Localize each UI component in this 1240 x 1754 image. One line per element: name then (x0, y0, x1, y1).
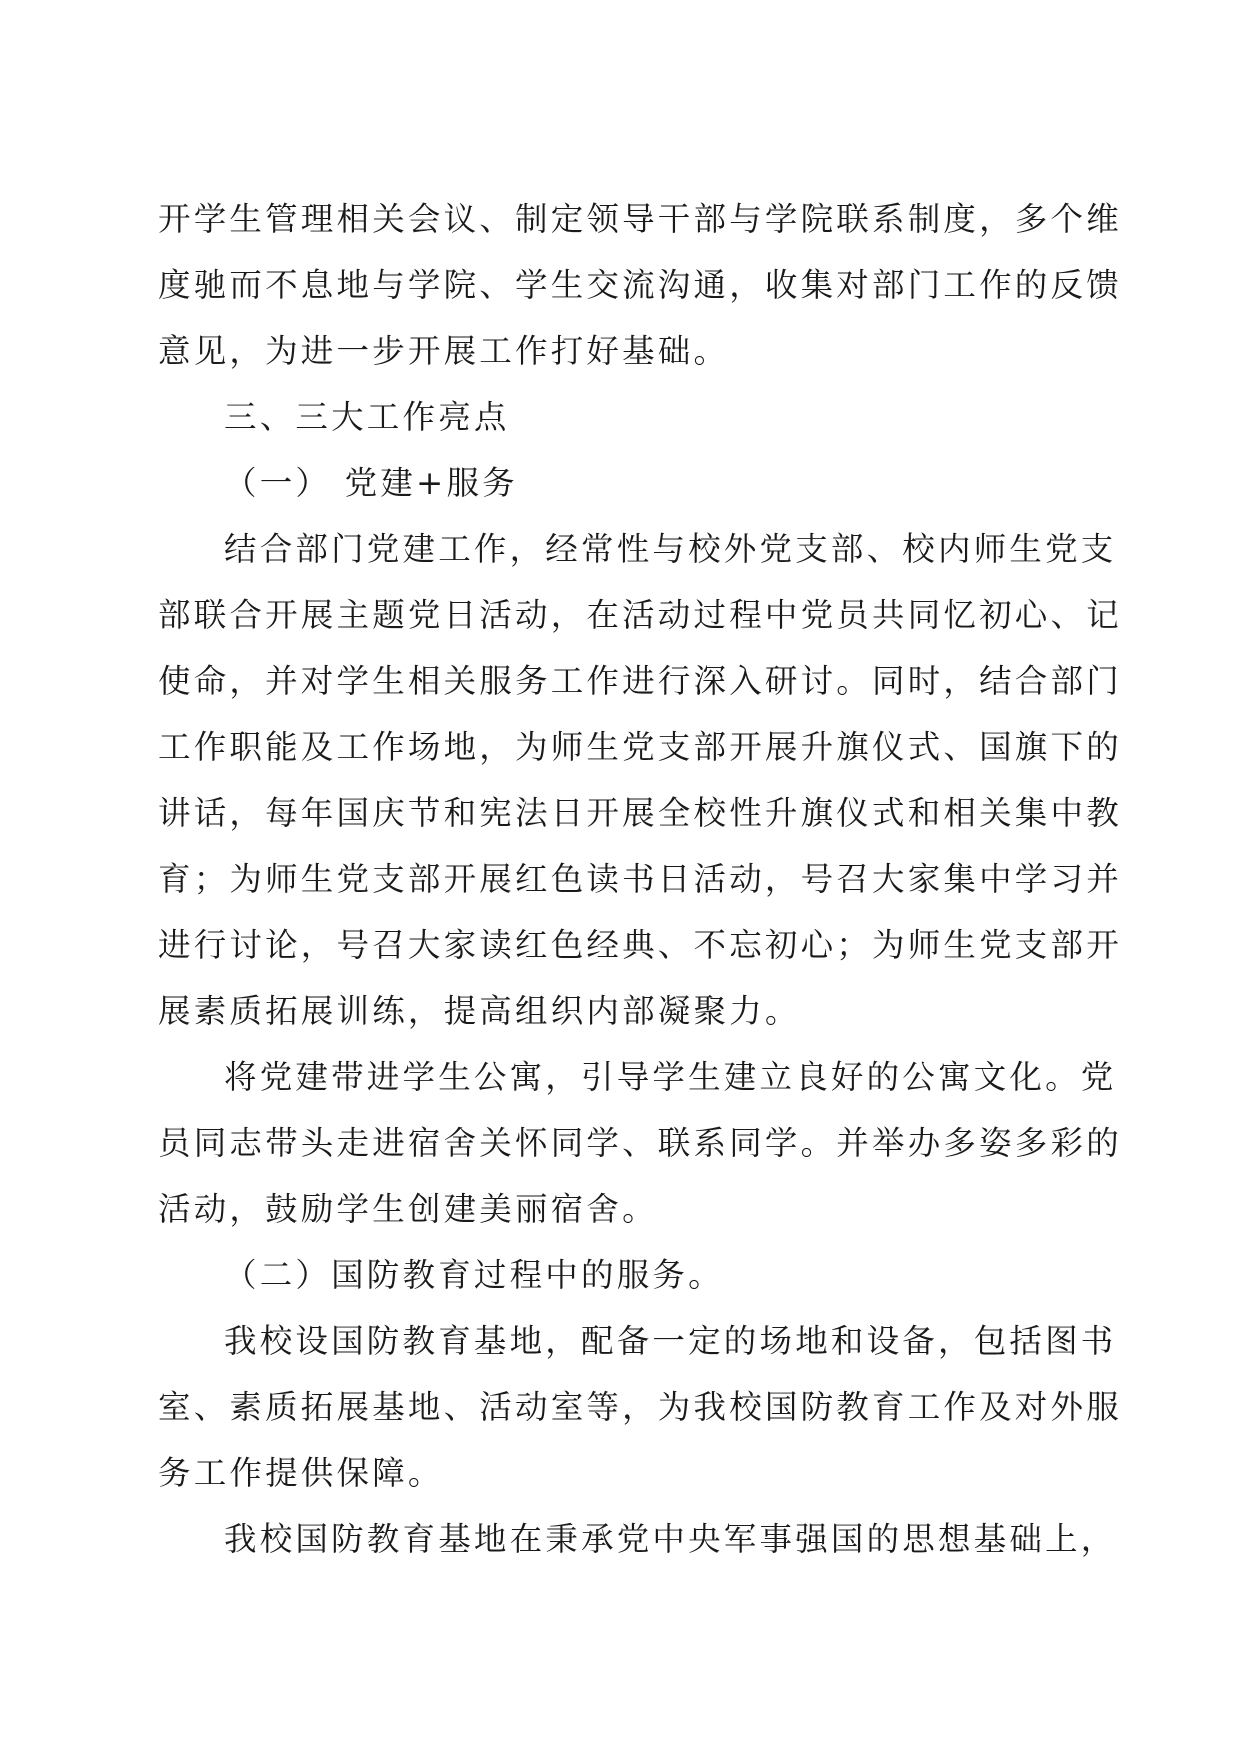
body-text-line: 部联合开展主题党日活动，在活动过程中党员共同忆初心、记 (158, 596, 1122, 634)
body-text-line: 员同志带头走进宿舍关怀同学、联系同学。并举办多姿多彩的 (158, 1124, 1122, 1162)
section-heading: 三、三大工作亮点 (224, 398, 510, 436)
subsection-heading: （一） 党建+服务 (224, 464, 518, 502)
document-body (158, 186, 1122, 1572)
body-text-line: 室、素质拓展基地、活动室等，为我校国防教育工作及对外服 (158, 1388, 1122, 1426)
body-text-line: 讲话，每年国庆节和宪法日开展全校性升旗仪式和相关集中教 (158, 794, 1122, 832)
paragraph-start-line: 结合部门党建工作，经常性与校外党支部、校内师生党支 (224, 530, 1117, 568)
body-text-line: 度驰而不息地与学院、学生交流沟通，收集对部门工作的反馈 (158, 266, 1122, 304)
body-text-line: 活动，鼓励学生创建美丽宿舍。 (158, 1190, 658, 1228)
paragraph-start-line: 将党建带进学生公寓，引导学生建立良好的公寓文化。党 (224, 1058, 1117, 1096)
body-text-line: 进行讨论，号召大家读红色经典、不忘初心；为师生党支部开 (158, 926, 1122, 964)
subsection-heading: （二）国防教育过程中的服务。 (224, 1256, 724, 1294)
paragraph-start-line: 我校设国防教育基地，配备一定的场地和设备，包括图书 (224, 1322, 1117, 1360)
body-text-line: 意见，为进一步开展工作打好基础。 (158, 332, 730, 370)
paragraph-start-line: 我校国防教育基地在秉承党中央军事强国的思想基础上， (224, 1520, 1117, 1558)
body-text-line: 工作职能及工作场地，为师生党支部开展升旗仪式、国旗下的 (158, 728, 1122, 766)
body-text-line: 开学生管理相关会议、制定领导干部与学院联系制度，多个维 (158, 200, 1122, 238)
body-text-line: 育；为师生党支部开展红色读书日活动，号召大家集中学习并 (158, 860, 1122, 898)
body-text-line: 展素质拓展训练，提高组织内部凝聚力。 (158, 992, 801, 1030)
body-text-line: 务工作提供保障。 (158, 1454, 444, 1492)
body-text-line: 使命，并对学生相关服务工作进行深入研讨。同时，结合部门 (158, 662, 1122, 700)
